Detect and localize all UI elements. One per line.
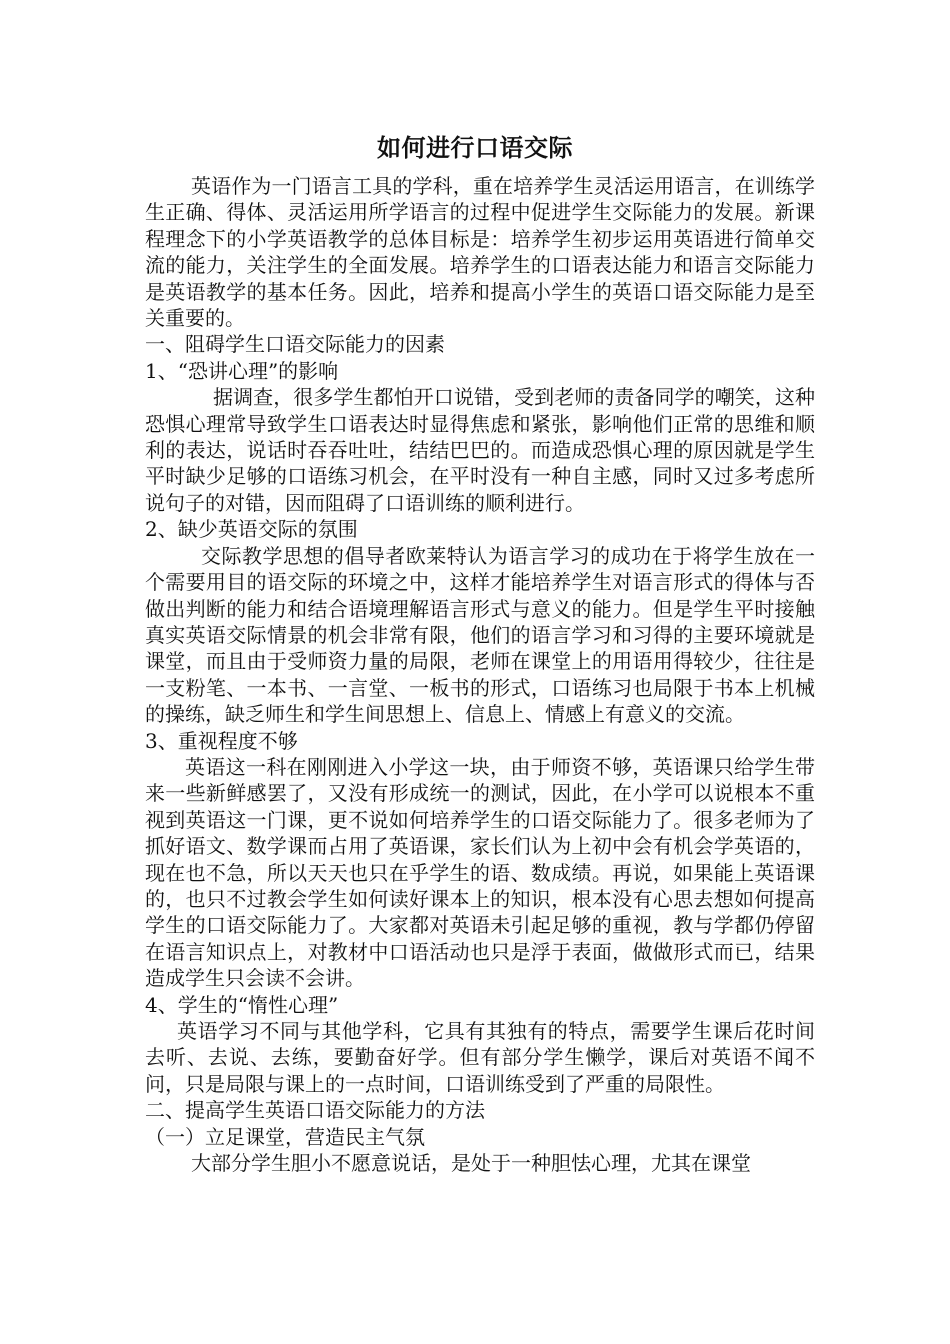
sub-heading-2-1: （一）立足课堂，营造民主气氛	[145, 1124, 425, 1149]
subsection-heading-1: 1、“恐讲心理”的影响	[145, 358, 339, 383]
subsection-heading-4: 4、学生的“惰性心理”	[145, 992, 339, 1017]
section-heading-1: 一、阻碍学生口语交际能力的因素	[145, 332, 445, 357]
intro-paragraph: 英语作为一门语言工具的学科，重在培养学生灵活运用语言，在训练学生正确、得体、灵活运用所学语言的过程中促进学生交际能力的发展。新课程理念下的小学英语教学的总体目标是：培养学生初步运用英语进行简单交流的能力，关注学生的全面发展。培养学生的口语表达能力和语言交际能力是英语教学的基本任务。因此，培养和提高小学生的英语口语交际能力是至关重要的。	[145, 174, 815, 331]
document-title: 如何进行口语交际	[377, 133, 573, 162]
subsection-heading-2: 2、缺少英语交际的氛围	[145, 517, 358, 542]
subsection-paragraph-2: 交际教学思想的倡导者欧莱特认为语言学习的成功在于将学生放在一个需要用目的语交际的环境之中，这样才能培养学生对语言形式的得体与否做出判断的能力和结合语境理解语言形式与意义的能力。但是学生平时接触真实英语交际情景的机会非常有限，他们的语言学习和习得的主要环境就是课堂，而且由于受师资力量的局限，老师在课堂上的用语用得较少，往往是一支粉笔、一本书、一言堂、一板书的形式，口语练习也局限于书本上机械的操练，缺乏师生和学生间思想上、信息上、情感上有意义的交流。	[145, 543, 815, 727]
section-heading-2: 二、提高学生英语口语交际能力的方法	[145, 1098, 485, 1123]
document-body	[145, 173, 815, 1176]
subsection-paragraph-3: 英语这一科在刚刚进入小学这一块，由于师资不够，英语课只给学生带来一些新鲜感罢了，又没有形成统一的测试，因此，在小学可以说根本不重视到英语这一门课，更不说如何培养学生的口语交际能力了。很多老师为了抓好语文、数学课而占用了英语课，家长们认为上初中会有机会学英语的，现在也不急，所以天天也只在乎学生的语、数成绩。再说，如果能上英语课的，也只不过教会学生如何读好课本上的知识，根本没有心思去想如何提高学生的口语交际能力了。大家都对英语未引起足够的重视，教与学都仍停留在语言知识点上，对教材中口语活动也只是浮于表面，做做形式而已，结果造成学生只会读不会讲。	[145, 754, 815, 991]
sub-paragraph-2-1: 大部分学生胆小不愿意说话，是处于一种胆怯心理，尤其在课堂	[191, 1151, 751, 1176]
subsection-heading-3: 3、重视程度不够	[145, 728, 298, 753]
subsection-paragraph-4: 英语学习不同与其他学科，它具有其独有的特点，需要学生课后花时间去听、去说、去练，要勤奋好学。但有部分学生懒学，课后对英语不闻不问，只是局限与课上的一点时间，口语训练受到了严重的局限性。	[145, 1019, 815, 1096]
subsection-paragraph-1: 据调查，很多学生都怕开口说错，受到老师的责备同学的嘲笑，这种恐惧心理常导致学生口语表达时显得焦虑和紧张，影响他们正常的思维和顺利的表达，说话时吞吞吐吐，结结巴巴的。而造成恐惧心理的原因就是学生平时缺少足够的口语练习机会，在平时没有一种自主感，同时又过多考虑所说句子的对错，因而阻碍了口语训练的顺利进行。	[145, 385, 815, 515]
